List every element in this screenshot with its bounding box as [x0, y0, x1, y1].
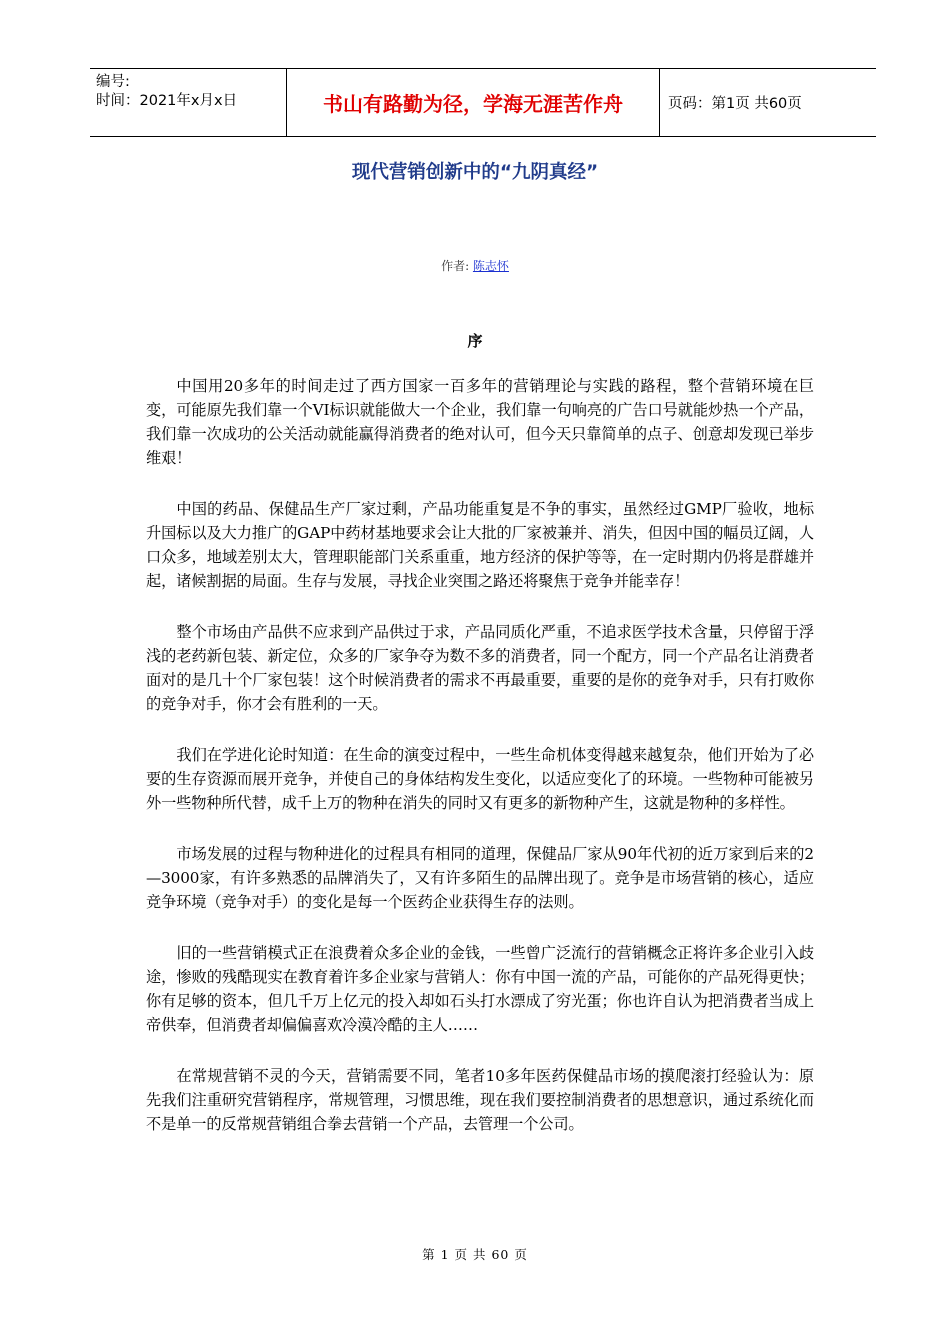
paragraph: 中国用20多年的时间走过了西方国家一百多年的营销理论与实践的路程，整个营销环境在巨变，可能原先我们靠一个VI标识就能做大一个企业，我们靠一句响亮的广告口号就能炒热一个产品，我们靠一次成功的公关活动就能赢得消费者的绝对认可，但今天只靠简单的点子、创意却发现已举步维艰！: [146, 377, 814, 467]
article-title: 现代营销创新中的“九阴真经”: [351, 162, 599, 183]
paragraph: 市场发展的过程与物种进化的过程具有相同的道理，保健品厂家从90年代初的近万家到后来的2—3000家，有许多熟悉的品牌消失了，又有许多陌生的品牌出现了。竞争是市场营销的核心，适应竞争环境（竞争对手）的变化是每一个医药企业获得生存的法则。: [146, 845, 814, 911]
paragraph: 旧的一些营销模式正在浪费着众多企业的金钱，一些曾广泛流行的营销概念正将许多企业引入歧途，惨败的残酷现实在教育着许多企业家与营销人：你有中国一流的产品，可能你的产品死得更快；你有足够的资本，但几千万上亿元的投入却如石头打水漂成了穷光蛋；你也许自认为把消费者当成上帝供奉，但消费者却偏偏喜欢冷漠冷酷的主人……: [146, 944, 814, 1034]
section-title: 序: [467, 332, 483, 350]
document-header: [90, 68, 876, 137]
page-footer: 第 1 页 共 60 页: [422, 1247, 528, 1262]
author-label: 作者:: [441, 259, 473, 273]
paragraph: 我们在学进化论时知道：在生命的演变过程中，一些生命机体变得越来越复杂，他们开始为了必要的生存资源而展开竞争，并使自己的身体结构发生变化，以适应变化了的环境。一些物种可能被另外一些物种所代替，成千上万的物种在消失的同时又有更多的新物种产生，这就是物种的多样性。: [146, 746, 814, 812]
paragraph: 在常规营销不灵的今天，营销需要不同，笔者10多年医药保健品市场的摸爬滚打经验认为：原先我们注重研究营销程序，常规管理，习惯思维，现在我们要控制消费者的思想意识，通过系统化而不是单一的反常规营销组合拳去营销一个产品，去管理一个公司。: [146, 1067, 814, 1133]
time-label: 时间：2021年x月x日: [96, 93, 238, 109]
header-meta: [90, 69, 286, 136]
header-page-info: 页码：第1页 共60页: [668, 96, 802, 112]
serial-label: 编号:: [96, 74, 130, 90]
article-body: [146, 374, 814, 1163]
header-motto: 书山有路勤为径，学海无涯苦作舟: [286, 69, 660, 136]
author-link[interactable]: 陈志怀: [472, 259, 509, 273]
author-line: [0, 257, 950, 274]
paragraph: 整个市场由产品供不应求到产品供过于求，产品同质化严重，不追求医学技术含量，只停留于浮浅的老药新包装、新定位，众多的厂家争夺为数不多的消费者，同一个配方，同一个产品名让消费者面对的是几十个厂家包装！这个时候消费者的需求不再最重要，重要的是你的竞争对手，只有打败你的竞争对手，你才会有胜利的一天。: [146, 623, 814, 713]
paragraph: 中国的药品、保健品生产厂家过剩，产品功能重复是不争的事实，虽然经过GMP厂验收，地标升国标以及大力推广的GAP中药材基地要求会让大批的厂家被兼并、消失，但因中国的幅员辽阔，人口众多，地域差别太大，管理职能部门关系重重，地方经济的保护等等，在一定时期内仍将是群雄并起，诸候割据的局面。生存与发展，寻找企业突围之路还将聚焦于竞争并能幸存！: [146, 500, 814, 590]
